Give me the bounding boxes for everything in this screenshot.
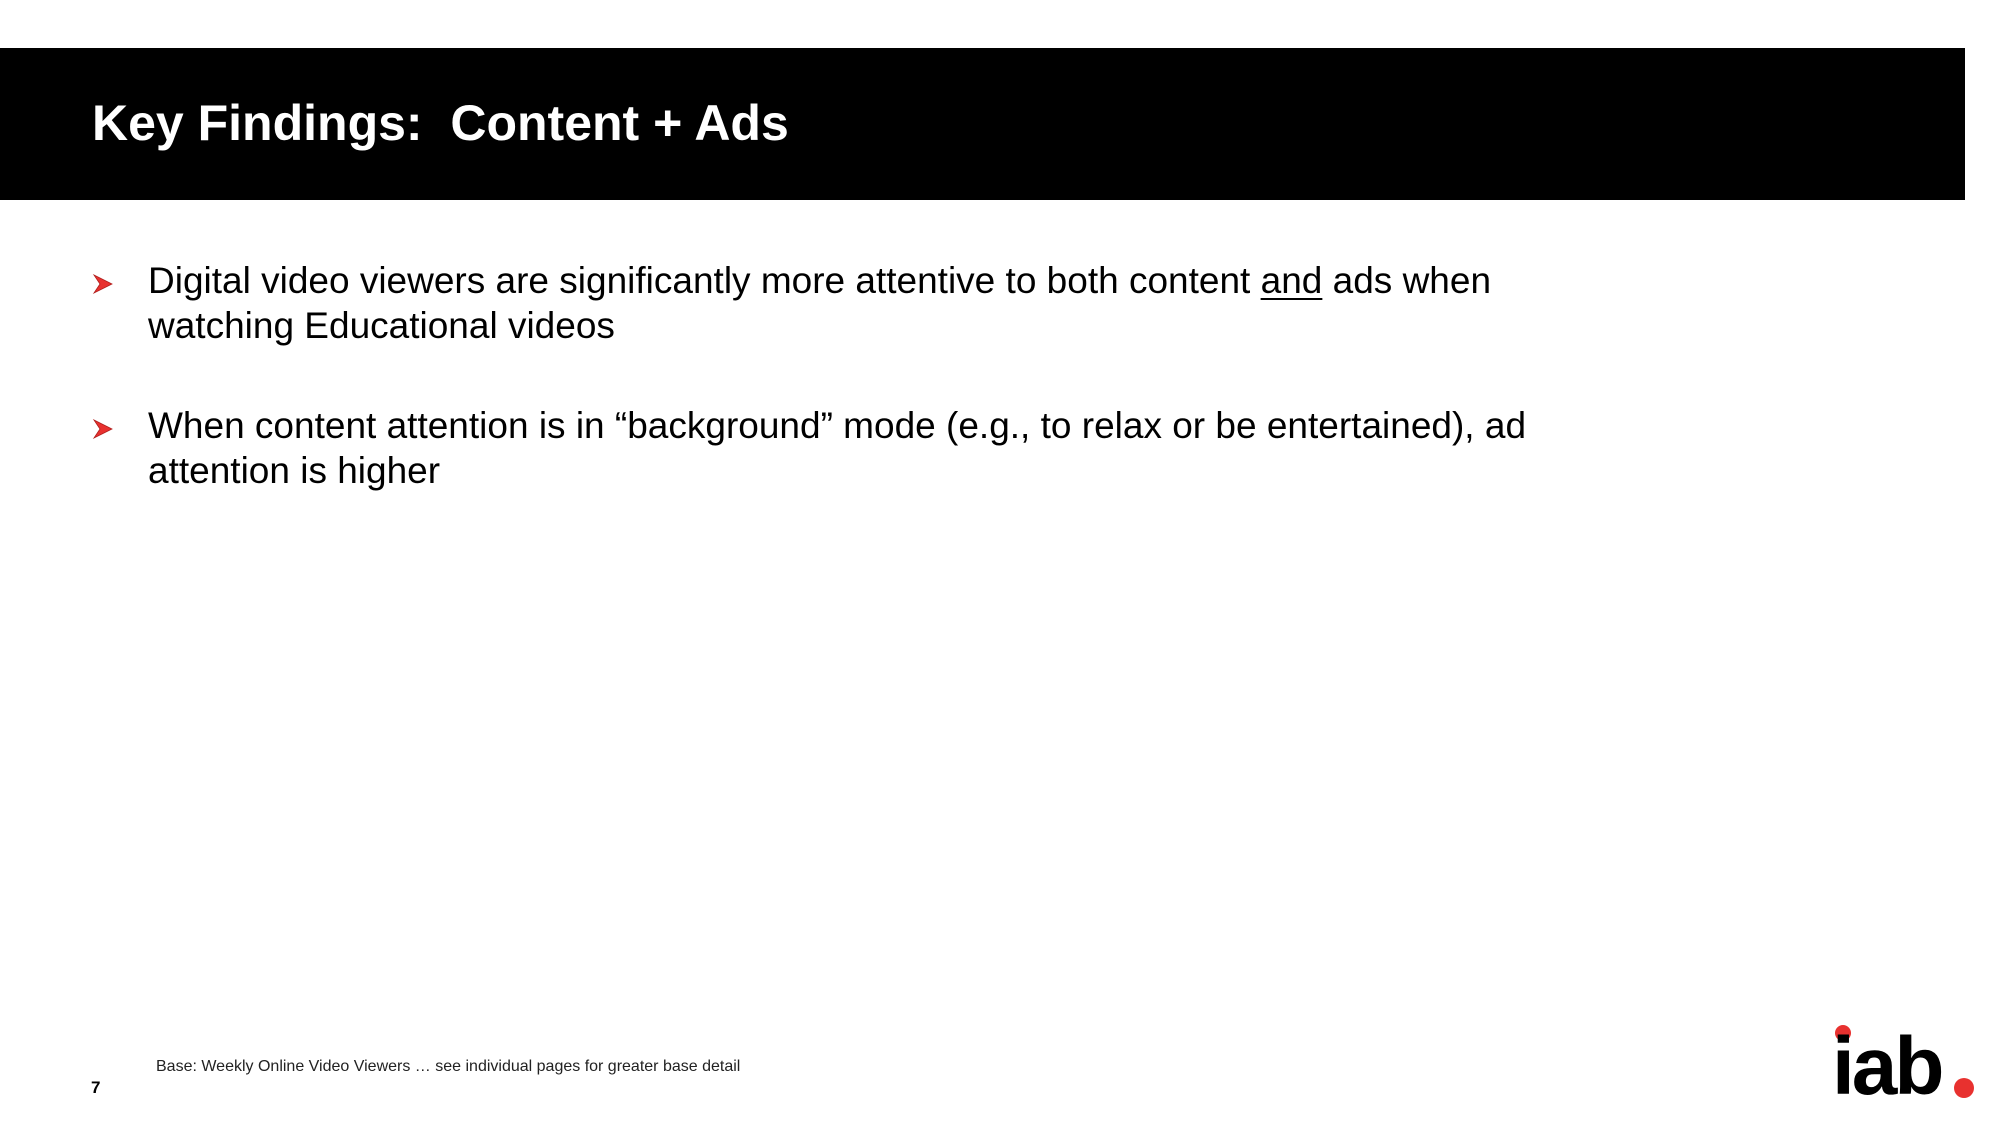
iab-logo: [1832, 1024, 1977, 1100]
arrowhead-bullet-icon: [92, 273, 114, 295]
slide-title: Key Findings: Content + Ads: [92, 95, 789, 151]
iab-logo-text: iab: [1832, 1024, 1942, 1100]
bullet-text: When content attention is in “background” mode (e.g., to relax or be entertained), ad attention is higher: [148, 405, 1527, 491]
base-footnote: Base: Weekly Online Video Viewers … see individual pages for greater base detail: [156, 1058, 741, 1075]
bullet-list: [92, 258, 1592, 548]
page-number: 7: [91, 1078, 101, 1097]
bullet-item: [92, 403, 1592, 493]
bullet-text-after: ads when watching Educational videos: [148, 260, 1492, 346]
bullet-emphasis: and: [1260, 260, 1323, 301]
bullet-text-before: Digital video viewers are significantly more attentive to both content: [148, 260, 1261, 301]
bullet-item: [92, 258, 1592, 348]
arrowhead-bullet-icon: [92, 418, 114, 440]
